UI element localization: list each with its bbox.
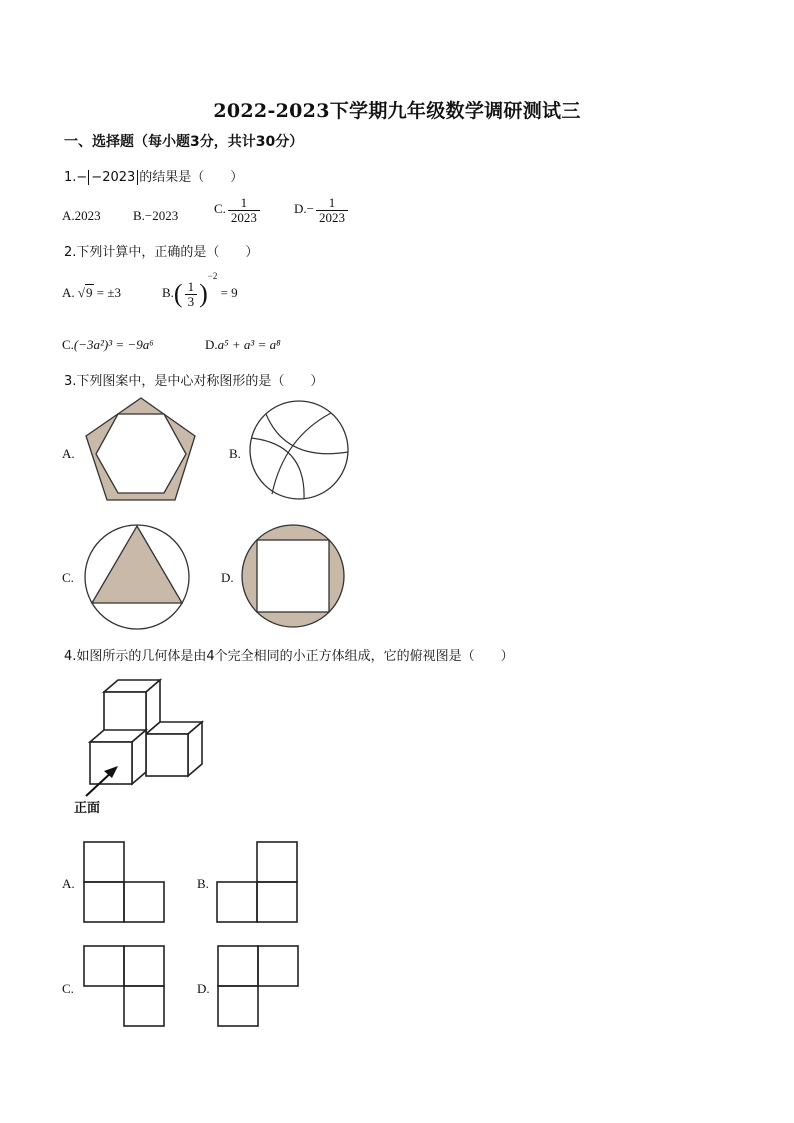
page-title: 2022-2023下学期九年级数学调研测试三 xyxy=(213,100,581,122)
q2-option-d-label: D. xyxy=(205,337,218,352)
q1-option-a: A.2023 xyxy=(62,208,101,223)
q4-label-b: B. xyxy=(197,876,209,891)
q1-c-numerator: 1 xyxy=(228,196,260,211)
q2-b-exponent: −2 xyxy=(207,271,218,281)
q1-absolute-value: −2023 xyxy=(88,170,138,185)
q3-figure-b-circle-arcs xyxy=(244,400,354,500)
q4-front-label: 正面 xyxy=(74,801,101,816)
q2-d-expression: a⁵ + a³ = a⁸ xyxy=(217,337,281,352)
q4-option-d-view xyxy=(216,944,300,1028)
q3-label-b: B. xyxy=(229,446,241,461)
q1-prefix: 1.− xyxy=(64,170,88,185)
q4-solid-figure xyxy=(74,674,210,814)
q2-a-radicand: 9 xyxy=(86,285,93,300)
q3-figure-a-pentagon-hexagon xyxy=(78,392,204,510)
q1-option-c-label: C. xyxy=(214,201,226,217)
q4-option-a-view xyxy=(82,840,166,924)
q2-option-a-label: A. xyxy=(62,285,75,300)
q3-label-c: C. xyxy=(62,570,74,585)
q2-b-rhs: = 9 xyxy=(220,285,238,300)
question-2: 2.下列计算中，正确的是（ ） xyxy=(64,245,259,260)
q2-a-rhs: = ±3 xyxy=(96,285,121,300)
q2-b-numerator: 1 xyxy=(185,280,198,295)
q4-option-c-view xyxy=(82,944,166,1028)
question-3: 3.下列图案中，是中心对称图形的是（ ） xyxy=(64,374,324,389)
q1-c-denominator: 2023 xyxy=(230,209,257,225)
q3-label-d: D. xyxy=(221,570,234,585)
section-heading: 一、选择题（每小题3分，共计30分） xyxy=(64,134,304,150)
q4-option-b-view xyxy=(215,840,299,924)
q2-option-c xyxy=(62,337,154,353)
q1-suffix: 的结果是（ ） xyxy=(139,170,244,185)
q1-option-d-label: D.− xyxy=(294,201,314,217)
question-1 xyxy=(64,166,243,185)
q3-figure-d-circle-square xyxy=(240,523,346,629)
q3-figure-c-circle-triangle xyxy=(82,523,192,631)
q3-label-a: A. xyxy=(62,446,75,461)
q1-d-denominator: 2023 xyxy=(318,209,345,225)
q1-d-numerator: 1 xyxy=(316,196,348,211)
q2-option-b-label: B. xyxy=(162,285,174,300)
q1-option-c xyxy=(214,196,262,224)
q2-option-a xyxy=(62,285,121,301)
q4-label-a: A. xyxy=(62,876,75,891)
q2-b-denominator: 3 xyxy=(187,293,195,309)
sqrt-icon: √ xyxy=(77,285,86,300)
q2-option-c-label: C. xyxy=(62,337,74,352)
q2-option-b: B.( $\frac{1}{3}$ )$^{-2}$ = 9 xyxy=(162,271,238,309)
question-4: 4.如图所示的几何体是由4个完全相同的小正方体组成，它的俯视图是（ ） xyxy=(64,649,514,664)
q4-label-c: C. xyxy=(62,981,74,996)
q4-label-d: D. xyxy=(197,981,210,996)
q1-option-d xyxy=(294,196,350,224)
q2-option-d xyxy=(205,337,281,353)
q2-c-expression: (−3a²)³ = −9a⁶ xyxy=(73,337,154,352)
q1-option-b: B.−2023 xyxy=(133,208,179,223)
